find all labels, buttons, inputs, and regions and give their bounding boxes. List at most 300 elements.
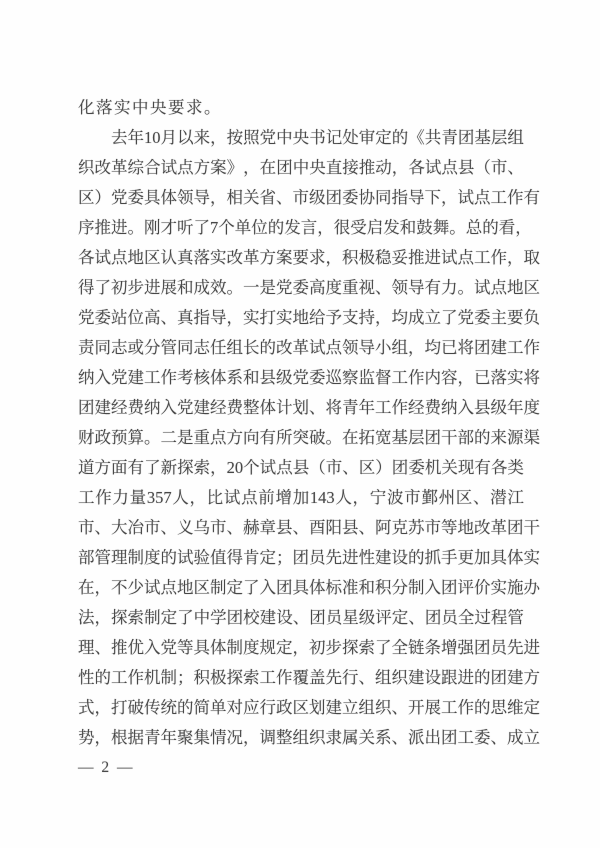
glyph: 、 <box>507 158 524 177</box>
glyph: 体 <box>309 578 326 597</box>
glyph: 团 <box>474 638 491 657</box>
glyph: 实 <box>243 308 260 327</box>
glyph: 潜 <box>490 488 507 507</box>
glyph: 领 <box>342 338 359 357</box>
glyph: 宽 <box>375 428 392 447</box>
glyph: 试 <box>424 158 442 177</box>
glyph: ， <box>457 368 474 387</box>
glyph: 、 <box>94 518 111 537</box>
glyph: 团 <box>424 428 441 447</box>
glyph: 过 <box>474 608 491 627</box>
glyph: 链 <box>408 638 425 657</box>
glyph: 制 <box>127 548 144 567</box>
glyph: 导 <box>358 338 375 357</box>
glyph: ， <box>189 488 206 507</box>
glyph: 革 <box>111 158 128 177</box>
glyph: 体 <box>259 398 276 417</box>
glyph: 力 <box>112 488 129 507</box>
glyph: 舞 <box>432 218 450 237</box>
glyph: ， <box>94 698 111 717</box>
glyph: ， <box>210 188 227 207</box>
glyph: 方 <box>259 248 276 267</box>
glyph: 区 <box>193 578 210 597</box>
glyph: 工 <box>78 488 95 507</box>
glyph: 组 <box>226 338 243 357</box>
glyph: 领 <box>177 188 194 207</box>
glyph: 有 <box>127 458 145 477</box>
glyph: 认 <box>160 248 177 267</box>
glyph: 将 <box>325 398 342 417</box>
glyph: 标 <box>325 578 342 597</box>
glyph: 成 <box>408 308 425 327</box>
glyph: 成 <box>507 728 524 747</box>
glyph: 导 <box>193 188 210 207</box>
glyph: （ <box>474 158 491 177</box>
glyph: 不 <box>111 578 128 597</box>
glyph: 鼓 <box>416 218 433 237</box>
glyph: 协 <box>358 188 375 207</box>
glyph: 稳 <box>375 248 392 267</box>
glyph: 和 <box>177 278 194 297</box>
glyph: 区 <box>358 458 376 477</box>
glyph: 综 <box>127 158 145 177</box>
glyph: 高 <box>309 278 326 297</box>
glyph: ， <box>317 218 334 237</box>
glyph: 案 <box>210 158 227 177</box>
glyph: 体 <box>507 548 524 567</box>
glyph: ） <box>375 458 392 477</box>
glyph: 进 <box>424 248 441 267</box>
glyph: 入 <box>160 398 177 417</box>
glyph: 察 <box>342 368 359 387</box>
glyph: 县 <box>292 458 310 477</box>
glyph: 落 <box>96 98 114 117</box>
glyph: 度 <box>523 398 540 417</box>
glyph: 干 <box>441 428 458 447</box>
glyph: ） <box>94 188 111 207</box>
glyph: 度 <box>325 278 342 297</box>
glyph: 划 <box>292 398 309 417</box>
glyph: 系 <box>226 368 243 387</box>
glyph: 入 <box>424 578 441 597</box>
glyph: 量 <box>129 488 147 507</box>
glyph: 试 <box>223 488 241 507</box>
glyph: 志 <box>193 338 210 357</box>
glyph: 机 <box>424 458 442 477</box>
glyph: 理 <box>111 548 128 567</box>
glyph: 评 <box>375 608 392 627</box>
glyph: 得 <box>226 548 243 567</box>
glyph: 党 <box>457 308 474 327</box>
glyph: 领 <box>391 278 408 297</box>
glyph: 作 <box>523 338 540 357</box>
glyph: 织 <box>375 698 392 717</box>
glyph: 、 <box>160 308 177 327</box>
glyph: 要 <box>168 98 186 117</box>
glyph: 实 <box>114 98 132 117</box>
glyph: 员 <box>441 608 458 627</box>
glyph: 先 <box>325 548 342 567</box>
glyph: 先 <box>507 638 524 657</box>
glyph: 部 <box>78 548 95 567</box>
glyph: 团 <box>276 158 293 177</box>
glyph: 定 <box>226 578 243 597</box>
glyph: 改 <box>474 518 491 537</box>
glyph: 作 <box>95 488 112 507</box>
glyph: 启 <box>366 218 384 237</box>
glyph: 手 <box>441 548 458 567</box>
glyph: 体 <box>210 638 227 657</box>
glyph: 定 <box>276 638 293 657</box>
glyph: 机 <box>144 668 161 687</box>
glyph: 各 <box>490 458 508 477</box>
glyph: 全 <box>457 608 475 627</box>
glyph: 导 <box>408 188 425 207</box>
glyph: 位 <box>127 308 144 327</box>
glyph: 工 <box>474 248 491 267</box>
text-line <box>78 333 540 363</box>
glyph: 改 <box>94 158 112 177</box>
glyph: 均 <box>424 338 441 357</box>
glyph: 真 <box>177 308 194 327</box>
glyph: 监 <box>358 368 375 387</box>
glyph: 照 <box>243 128 260 147</box>
glyph: 更 <box>457 548 474 567</box>
glyph: 均 <box>391 308 408 327</box>
glyph: 开 <box>408 698 425 717</box>
glyph: 化 <box>78 98 96 117</box>
glyph: 优 <box>127 638 144 657</box>
glyph: 整 <box>243 398 260 417</box>
glyph: 青 <box>342 398 359 417</box>
glyph: 、 <box>292 608 310 627</box>
glyph: 员 <box>309 548 326 567</box>
glyph: 进 <box>457 668 474 687</box>
glyph: 建 <box>408 668 425 687</box>
glyph: 在 <box>342 428 359 447</box>
glyph: 和 <box>358 578 375 597</box>
glyph: 入 <box>94 368 111 387</box>
glyph: 的 <box>474 428 491 447</box>
glyph: 价 <box>474 578 491 597</box>
glyph: 建 <box>507 668 524 687</box>
glyph: ， <box>243 728 260 747</box>
glyph: 入 <box>144 638 161 657</box>
glyph: 办 <box>523 578 540 597</box>
glyph: 个 <box>218 218 235 237</box>
glyph: 系 <box>375 728 392 747</box>
glyph: 定 <box>391 608 409 627</box>
glyph: 责 <box>78 338 95 357</box>
glyph: 团 <box>457 128 475 147</box>
glyph: 组 <box>375 668 392 687</box>
glyph: 试 <box>441 248 458 267</box>
glyph: 团 <box>292 548 309 567</box>
glyph: 党 <box>177 398 194 417</box>
glyph: 政 <box>94 428 111 447</box>
glyph: 巡 <box>325 368 342 387</box>
glyph: ， <box>375 308 392 327</box>
text-line <box>78 153 524 183</box>
glyph: 取 <box>523 248 540 267</box>
glyph: 探 <box>342 638 359 657</box>
glyph: 。 <box>144 428 161 447</box>
glyph: 费 <box>226 398 243 417</box>
text-line <box>78 723 540 753</box>
glyph: 试 <box>94 248 111 267</box>
glyph: 方 <box>226 428 243 447</box>
glyph: 团 <box>490 668 507 687</box>
glyph: 制 <box>160 668 177 687</box>
glyph: 市 <box>210 518 227 537</box>
glyph: 区 <box>78 188 95 207</box>
glyph: 入 <box>457 398 474 417</box>
glyph: 核 <box>193 368 210 387</box>
glyph: ， <box>243 158 260 177</box>
glyph: 导 <box>210 308 227 327</box>
glyph: 中 <box>132 98 150 117</box>
glyph: 已 <box>441 338 458 357</box>
glyph: 索 <box>127 608 145 627</box>
glyph: 制 <box>226 638 243 657</box>
glyph: 工 <box>375 398 392 417</box>
glyph: 动 <box>375 158 392 177</box>
glyph: 了 <box>144 458 161 477</box>
glyph: 试 <box>457 188 474 207</box>
glyph: 年 <box>127 128 145 147</box>
glyph: 了 <box>177 608 194 627</box>
glyph: 改 <box>276 338 293 357</box>
glyph: 市 <box>325 458 343 477</box>
glyph: 了 <box>243 578 260 597</box>
glyph: 探 <box>177 458 194 477</box>
glyph: 关 <box>243 188 260 207</box>
glyph: 点 <box>111 248 128 267</box>
glyph: 费 <box>424 398 441 417</box>
glyph: 划 <box>309 698 326 717</box>
glyph: 织 <box>391 668 408 687</box>
glyph: 有 <box>424 278 441 297</box>
glyph: 市 <box>490 158 508 177</box>
glyph: 作 <box>457 698 474 717</box>
glyph: 方 <box>193 158 211 177</box>
glyph: 来 <box>490 428 507 447</box>
glyph: 工 <box>507 338 524 357</box>
glyph: 按 <box>226 128 244 147</box>
glyph: 导 <box>408 278 425 297</box>
glyph: 团 <box>309 608 326 627</box>
glyph: 准 <box>342 578 359 597</box>
glyph: 纳 <box>441 398 458 417</box>
glyph: ， <box>94 608 112 627</box>
glyph: 、 <box>160 518 177 537</box>
glyph: 工 <box>391 368 408 387</box>
glyph: 基 <box>391 428 408 447</box>
text-line <box>78 183 540 213</box>
glyph: 党 <box>292 368 309 387</box>
glyph: 。 <box>204 98 222 117</box>
glyph: 极 <box>210 668 227 687</box>
glyph: 区 <box>523 278 540 297</box>
glyph: 加 <box>474 548 491 567</box>
glyph: 据 <box>127 728 144 747</box>
glyph: 具 <box>292 578 309 597</box>
glyph: 试 <box>309 338 326 357</box>
glyph: 才 <box>160 218 177 237</box>
glyph: 政 <box>276 698 293 717</box>
glyph: 波 <box>386 488 404 507</box>
glyph: 入 <box>259 578 276 597</box>
glyph: 酉 <box>309 518 326 537</box>
glyph: 、 <box>490 728 507 747</box>
glyph: 级 <box>490 398 507 417</box>
glyph: 发 <box>284 218 301 237</box>
glyph: 统 <box>160 698 177 717</box>
glyph: 妥 <box>391 248 408 267</box>
glyph: ， <box>352 488 370 507</box>
glyph: 个 <box>243 458 260 477</box>
glyph: 先 <box>325 668 342 687</box>
glyph: 点 <box>160 578 177 597</box>
glyph: 增 <box>441 638 458 657</box>
glyph: 委 <box>474 308 491 327</box>
glyph: ， <box>325 248 342 267</box>
glyph: 点 <box>276 458 293 477</box>
glyph: 行 <box>342 668 359 687</box>
glyph: 进 <box>342 548 359 567</box>
glyph: 级 <box>276 368 293 387</box>
glyph: 是 <box>259 278 276 297</box>
glyph: 试 <box>177 548 194 567</box>
text-line <box>78 573 540 603</box>
glyph: 少 <box>127 578 144 597</box>
glyph: 了 <box>94 278 111 297</box>
glyph: 级 <box>358 608 376 627</box>
glyph: 在 <box>78 578 95 597</box>
glyph: 小 <box>375 338 392 357</box>
glyph: 设 <box>276 608 293 627</box>
glyph: 看 <box>498 218 516 237</box>
glyph: ， <box>292 638 309 657</box>
glyph: 破 <box>127 698 144 717</box>
text-line <box>78 543 540 573</box>
glyph: 指 <box>193 308 210 327</box>
glyph: 调 <box>259 728 276 747</box>
glyph: 比 <box>206 488 224 507</box>
glyph: 或 <box>127 338 144 357</box>
glyph: 点 <box>210 428 227 447</box>
glyph: 积 <box>375 578 392 597</box>
glyph: 盖 <box>309 668 326 687</box>
glyph: 苏 <box>408 518 425 537</box>
glyph: 357 <box>146 488 172 507</box>
glyph: 相 <box>226 188 243 207</box>
glyph: 县 <box>259 368 276 387</box>
glyph: 同 <box>375 188 392 207</box>
glyph: 的 <box>482 218 499 237</box>
glyph: 制 <box>210 578 227 597</box>
text-line <box>78 663 540 693</box>
glyph: 设 <box>424 668 441 687</box>
glyph: 年 <box>160 728 177 747</box>
glyph: ， <box>94 728 111 747</box>
glyph: 各 <box>78 248 95 267</box>
glyph: 团 <box>441 728 458 747</box>
glyph: 建 <box>127 368 144 387</box>
glyph: 革 <box>243 248 260 267</box>
glyph: 层 <box>490 128 508 147</box>
glyph: 处 <box>342 128 359 147</box>
glyph: 渠 <box>523 428 540 447</box>
glyph: 党 <box>259 128 277 147</box>
glyph: 式 <box>78 698 95 717</box>
glyph: 传 <box>144 698 161 717</box>
glyph: 要 <box>292 248 309 267</box>
glyph: 乌 <box>193 518 210 537</box>
glyph: 跟 <box>441 668 458 687</box>
glyph: 年 <box>507 398 524 417</box>
glyph: 覆 <box>292 668 309 687</box>
glyph: 鄞 <box>421 488 438 507</box>
text-line <box>78 483 524 513</box>
glyph: 委 <box>127 188 144 207</box>
glyph: 维 <box>507 698 524 717</box>
glyph: 容 <box>441 368 458 387</box>
glyph: 。 <box>325 428 342 447</box>
glyph: 抓 <box>424 548 441 567</box>
glyph: 市 <box>424 518 441 537</box>
glyph: 定 <box>259 548 276 567</box>
glyph: 站 <box>111 308 128 327</box>
glyph: ， <box>210 458 227 477</box>
glyph: 应 <box>243 698 260 717</box>
text-line <box>78 303 540 333</box>
glyph: 志 <box>111 338 128 357</box>
glyph: 州 <box>438 488 456 507</box>
glyph: 等 <box>177 638 194 657</box>
glyph: 工 <box>441 698 458 717</box>
glyph: ， <box>210 128 227 147</box>
glyph: 索 <box>193 458 211 477</box>
glyph: 阿 <box>375 518 392 537</box>
glyph: 区 <box>455 488 473 507</box>
glyph: 体 <box>160 188 177 207</box>
glyph: 全 <box>391 638 408 657</box>
glyph: 源 <box>507 428 524 447</box>
glyph: 整 <box>276 728 293 747</box>
text-line <box>78 423 540 453</box>
glyph: 类 <box>507 458 524 477</box>
text-line <box>78 213 532 243</box>
glyph: 已 <box>474 368 491 387</box>
glyph: 人 <box>172 488 189 507</box>
glyph: 值 <box>210 548 227 567</box>
glyph: 二 <box>160 428 177 447</box>
glyph: 经 <box>111 398 128 417</box>
glyph: 分 <box>391 578 408 597</box>
glyph: ， <box>226 308 243 327</box>
glyph: 有 <box>474 458 491 477</box>
glyph: 集 <box>193 728 210 747</box>
glyph: 管 <box>507 608 524 627</box>
text-line <box>78 363 540 393</box>
glyph: 派 <box>408 728 425 747</box>
glyph: 进 <box>111 218 128 237</box>
glyph: 央 <box>309 158 326 177</box>
glyph: 校 <box>243 608 260 627</box>
glyph: 点 <box>241 488 258 507</box>
glyph: ， <box>408 338 425 357</box>
